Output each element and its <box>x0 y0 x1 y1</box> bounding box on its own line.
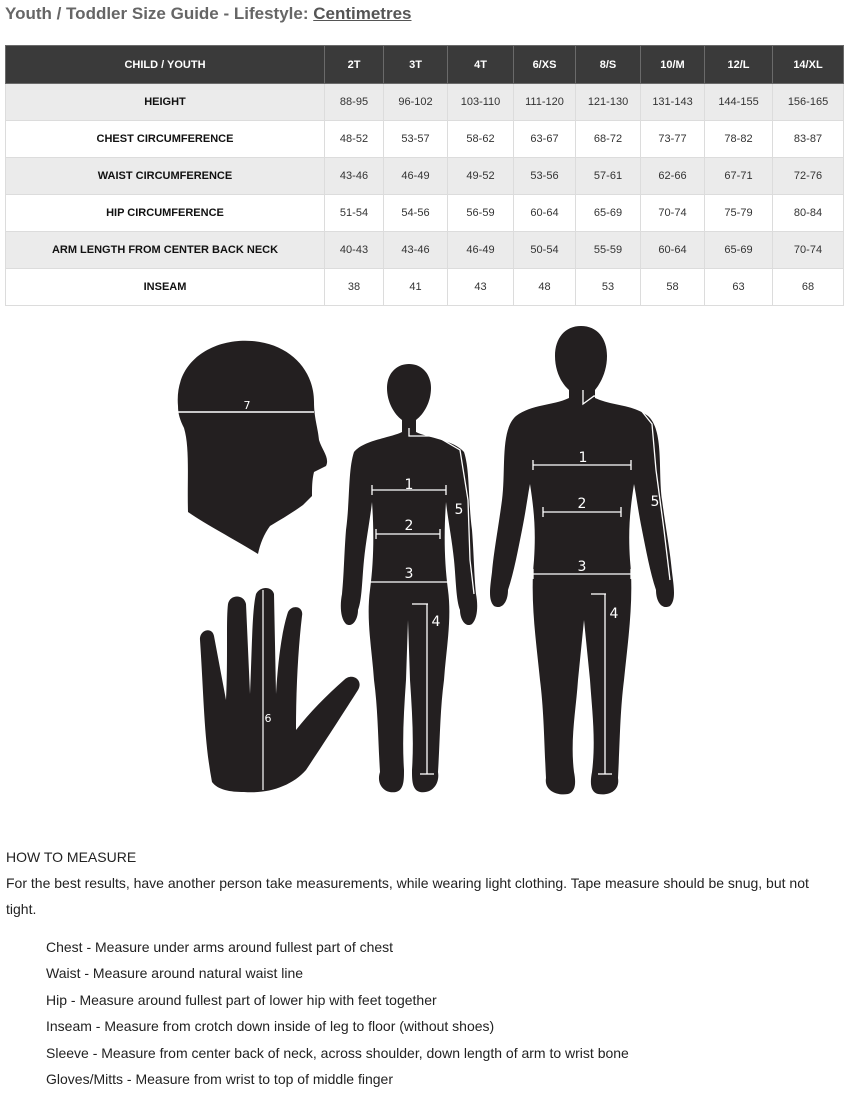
table-cell: 55-59 <box>576 232 641 269</box>
list-item: Gloves/Mitts - Measure from wrist to top of middle finger <box>46 1071 393 1088</box>
header-cell: 8/S <box>576 46 641 84</box>
how-to-measure-section <box>6 844 836 1092</box>
table-row <box>6 158 844 195</box>
table-cell: 60-64 <box>514 195 576 232</box>
child-waist-number: 2 <box>404 518 414 534</box>
table-row <box>6 232 844 269</box>
how-to-measure-heading: HOW TO MEASURE <box>6 849 137 865</box>
list-item: Chest - Measure under arms around fullest part of chest <box>46 939 394 955</box>
unit-toggle-link[interactable]: Centimetres <box>313 4 412 23</box>
table-cell: 49-52 <box>448 158 514 195</box>
child-sleeve-number: 5 <box>454 502 464 518</box>
table-cell: 70-74 <box>773 232 844 269</box>
table-row <box>6 269 844 306</box>
table-cell: 65-69 <box>576 195 641 232</box>
table-cell: 72-76 <box>773 158 844 195</box>
table-cell: 54-56 <box>384 195 448 232</box>
table-cell: 51-54 <box>325 195 384 232</box>
table-cell: 103-110 <box>448 84 514 121</box>
table-cell: 43 <box>448 269 514 306</box>
table-cell: 48 <box>514 269 576 306</box>
table-cell: 80-84 <box>773 195 844 232</box>
header-cell: CHILD / YOUTH <box>6 46 325 84</box>
row-label: ARM LENGTH FROM CENTER BACK NECK <box>6 232 325 269</box>
table-cell: 68 <box>773 269 844 306</box>
header-cell: 4T <box>448 46 514 84</box>
table-cell: 53-57 <box>384 121 448 158</box>
head-silhouette-icon <box>178 341 327 554</box>
table-cell: 78-82 <box>705 121 773 158</box>
head-measure-number: 7 <box>243 399 251 412</box>
table-cell: 48-52 <box>325 121 384 158</box>
table-cell: 53-56 <box>514 158 576 195</box>
page-title <box>5 4 412 24</box>
table-cell: 60-64 <box>641 232 705 269</box>
row-label: HEIGHT <box>6 84 325 121</box>
table-cell: 53 <box>576 269 641 306</box>
header-cell: 6/XS <box>514 46 576 84</box>
list-item: Waist - Measure around natural waist line <box>46 965 304 982</box>
table-header-row <box>6 46 844 84</box>
youth-inseam-number: 4 <box>609 606 619 622</box>
header-cell: 10/M <box>641 46 705 84</box>
child-chest-number: 1 <box>404 477 414 493</box>
table-cell: 65-69 <box>705 232 773 269</box>
table-cell: 131-143 <box>641 84 705 121</box>
header-cell: 2T <box>325 46 384 84</box>
how-to-measure-intro: For the best results, have another person take measurements, while wearing light clothing. Tape measure should be snug, but not tight. <box>6 875 809 917</box>
table-cell: 43-46 <box>325 158 384 195</box>
table-cell: 41 <box>384 269 448 306</box>
table-cell: 40-43 <box>325 232 384 269</box>
table-cell: 156-165 <box>773 84 844 121</box>
row-label: INSEAM <box>6 269 325 306</box>
measure-instructions-list <box>6 934 836 1092</box>
table-cell: 88-95 <box>325 84 384 121</box>
table-cell: 63-67 <box>514 121 576 158</box>
table-cell: 75-79 <box>705 195 773 232</box>
child-inseam-number: 4 <box>431 614 441 630</box>
child-hip-number: 3 <box>404 566 414 582</box>
table-cell: 56-59 <box>448 195 514 232</box>
table-cell: 144-155 <box>705 84 773 121</box>
table-cell: 38 <box>325 269 384 306</box>
table-cell: 68-72 <box>576 121 641 158</box>
table-cell: 96-102 <box>384 84 448 121</box>
table-cell: 46-49 <box>448 232 514 269</box>
measurement-diagram <box>170 322 690 800</box>
header-cell: 14/XL <box>773 46 844 84</box>
row-label: HIP CIRCUMFERENCE <box>6 195 325 232</box>
table-cell: 43-46 <box>384 232 448 269</box>
table-row <box>6 195 844 232</box>
list-item: Hip - Measure around fullest part of lower hip with feet together <box>46 991 437 1008</box>
size-table <box>5 45 844 306</box>
table-cell: 50-54 <box>514 232 576 269</box>
hand-silhouette-icon <box>200 588 360 792</box>
table-row <box>6 121 844 158</box>
youth-chest-number: 1 <box>578 450 588 466</box>
table-cell: 70-74 <box>641 195 705 232</box>
table-cell: 121-130 <box>576 84 641 121</box>
table-cell: 58 <box>641 269 705 306</box>
title-prefix: Youth / Toddler Size Guide - Lifestyle: <box>5 4 314 23</box>
table-cell: 63 <box>705 269 773 306</box>
youth-sleeve-number: 5 <box>650 494 660 510</box>
table-cell: 58-62 <box>448 121 514 158</box>
table-cell: 73-77 <box>641 121 705 158</box>
list-item: Inseam - Measure from crotch down inside of leg to floor (without shoes) <box>46 1018 495 1035</box>
list-item: Sleeve - Measure from center back of neck, across shoulder, down length of arm to wrist bone <box>46 1044 629 1061</box>
table-row <box>6 84 844 121</box>
youth-hip-number: 3 <box>577 559 587 575</box>
table-cell: 83-87 <box>773 121 844 158</box>
table-cell: 62-66 <box>641 158 705 195</box>
table-cell: 57-61 <box>576 158 641 195</box>
row-label: CHEST CIRCUMFERENCE <box>6 121 325 158</box>
row-label: WAIST CIRCUMFERENCE <box>6 158 325 195</box>
table-cell: 111-120 <box>514 84 576 121</box>
table-cell: 46-49 <box>384 158 448 195</box>
glove-measure-number: 6 <box>264 712 272 725</box>
header-cell: 3T <box>384 46 448 84</box>
header-cell: 12/L <box>705 46 773 84</box>
table-cell: 67-71 <box>705 158 773 195</box>
youth-waist-number: 2 <box>577 496 587 512</box>
